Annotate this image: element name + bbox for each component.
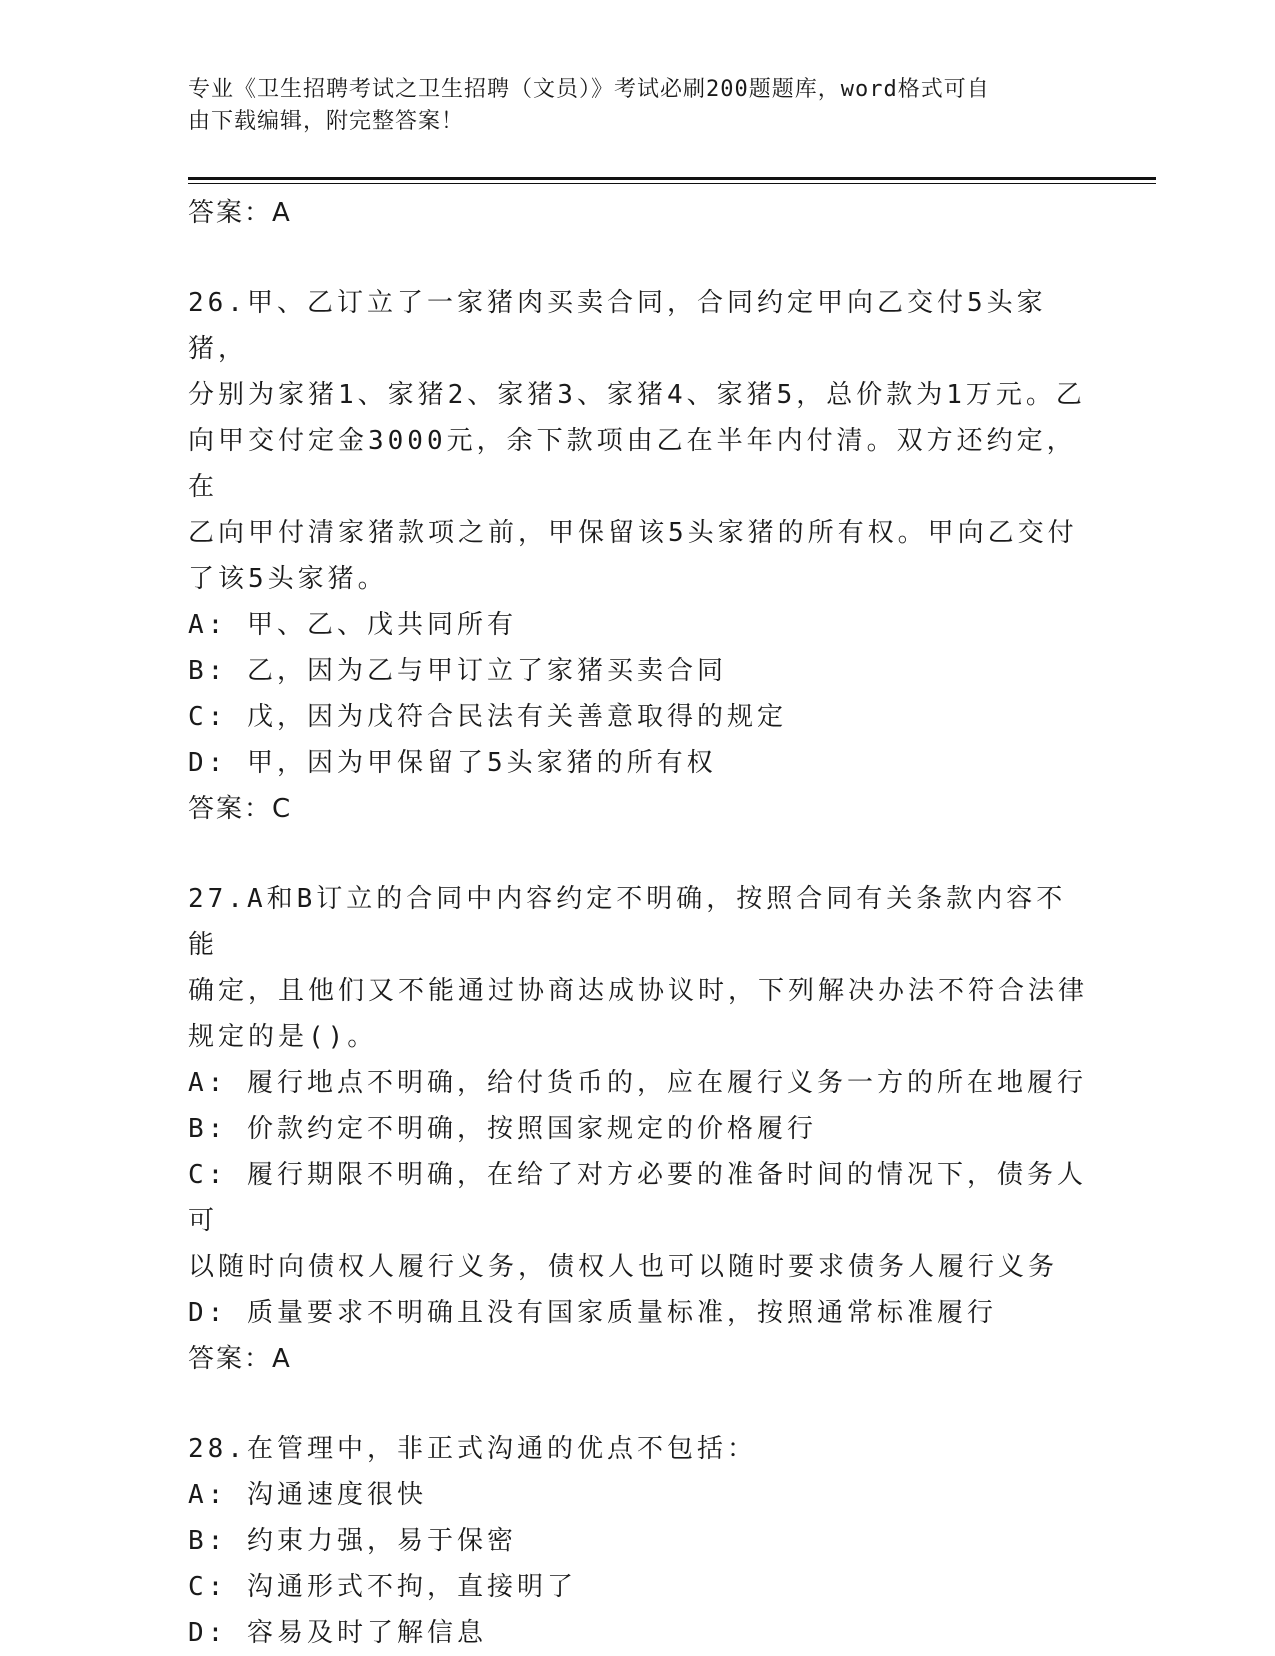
- question-stem-line: 规定的是()。: [188, 1022, 378, 1052]
- answer-line: 答案：C: [188, 794, 293, 824]
- option-b: B: 约束力强，易于保密: [188, 1526, 517, 1556]
- option-b: B: 乙，因为乙与甲订立了家猪买卖合同: [188, 656, 727, 686]
- option-b: B: 价款约定不明确，按照国家规定的价格履行: [188, 1114, 817, 1144]
- option-c: C: 沟通形式不拘，直接明了: [188, 1572, 577, 1602]
- question-28: [188, 1426, 1088, 1656]
- option-a: A: 甲、乙、戊共同所有: [188, 610, 517, 640]
- option-a: A: 沟通速度很快: [188, 1480, 427, 1510]
- question-stem-line: 27.A和B订立的合同中内容约定不明确，按照合同有关条款内容不能: [188, 884, 1067, 960]
- header-line-2: 由下载编辑，附完整答案！: [188, 109, 465, 134]
- question-stem-line: 分别为家猪1、家猪2、家猪3、家猪4、家猪5，总价款为1万元。乙: [188, 380, 1086, 410]
- option-a: A: 履行地点不明确，给付货币的，应在履行义务一方的所在地履行: [188, 1068, 1087, 1098]
- header-line-1: 专业《卫生招聘考试之卫生招聘（文员）》考试必刷200题题库，word格式可自: [188, 77, 990, 102]
- document-header: [188, 74, 1068, 138]
- question-stem-line: 26.甲、乙订立了一家猪肉买卖合同，合同约定甲向乙交付5头家猪，: [188, 288, 1047, 364]
- answer-line: 答案：A: [188, 1344, 292, 1374]
- option-c: C: 戊，因为戊符合民法有关善意取得的规定: [188, 702, 787, 732]
- option-d: D: 质量要求不明确且没有国家质量标准，按照通常标准履行: [188, 1298, 997, 1328]
- question-stem-line: 向甲交付定金3000元，余下款项由乙在半年内付清。双方还约定，在: [188, 426, 1077, 502]
- question-list: [188, 190, 1088, 1656]
- question-stem-line: 乙向甲付清家猪款项之前，甲保留该5头家猪的所有权。甲向乙交付: [188, 518, 1078, 548]
- question-27: [188, 876, 1088, 1382]
- question-stem-line: 确定，且他们又不能通过协商达成协议时，下列解决办法不符合法律: [188, 976, 1089, 1006]
- question-26: [188, 280, 1088, 832]
- option-d: D: 容易及时了解信息: [188, 1618, 487, 1648]
- option-c-continued: 以随时向债权人履行义务，债权人也可以随时要求债务人履行义务: [188, 1252, 1059, 1282]
- answer-line: 答案：A: [188, 198, 292, 228]
- option-c: C: 履行期限不明确，在给了对方必要的准备时间的情况下，债务人可: [188, 1160, 1087, 1236]
- header-divider-thin: [188, 183, 1156, 184]
- header-divider-thick: [188, 177, 1156, 180]
- question-stem-line: 28.在管理中，非正式沟通的优点不包括：: [188, 1434, 757, 1464]
- option-d: D: 甲，因为甲保留了5头家猪的所有权: [188, 748, 717, 778]
- question-stem-line: 了该5头家猪。: [188, 564, 388, 594]
